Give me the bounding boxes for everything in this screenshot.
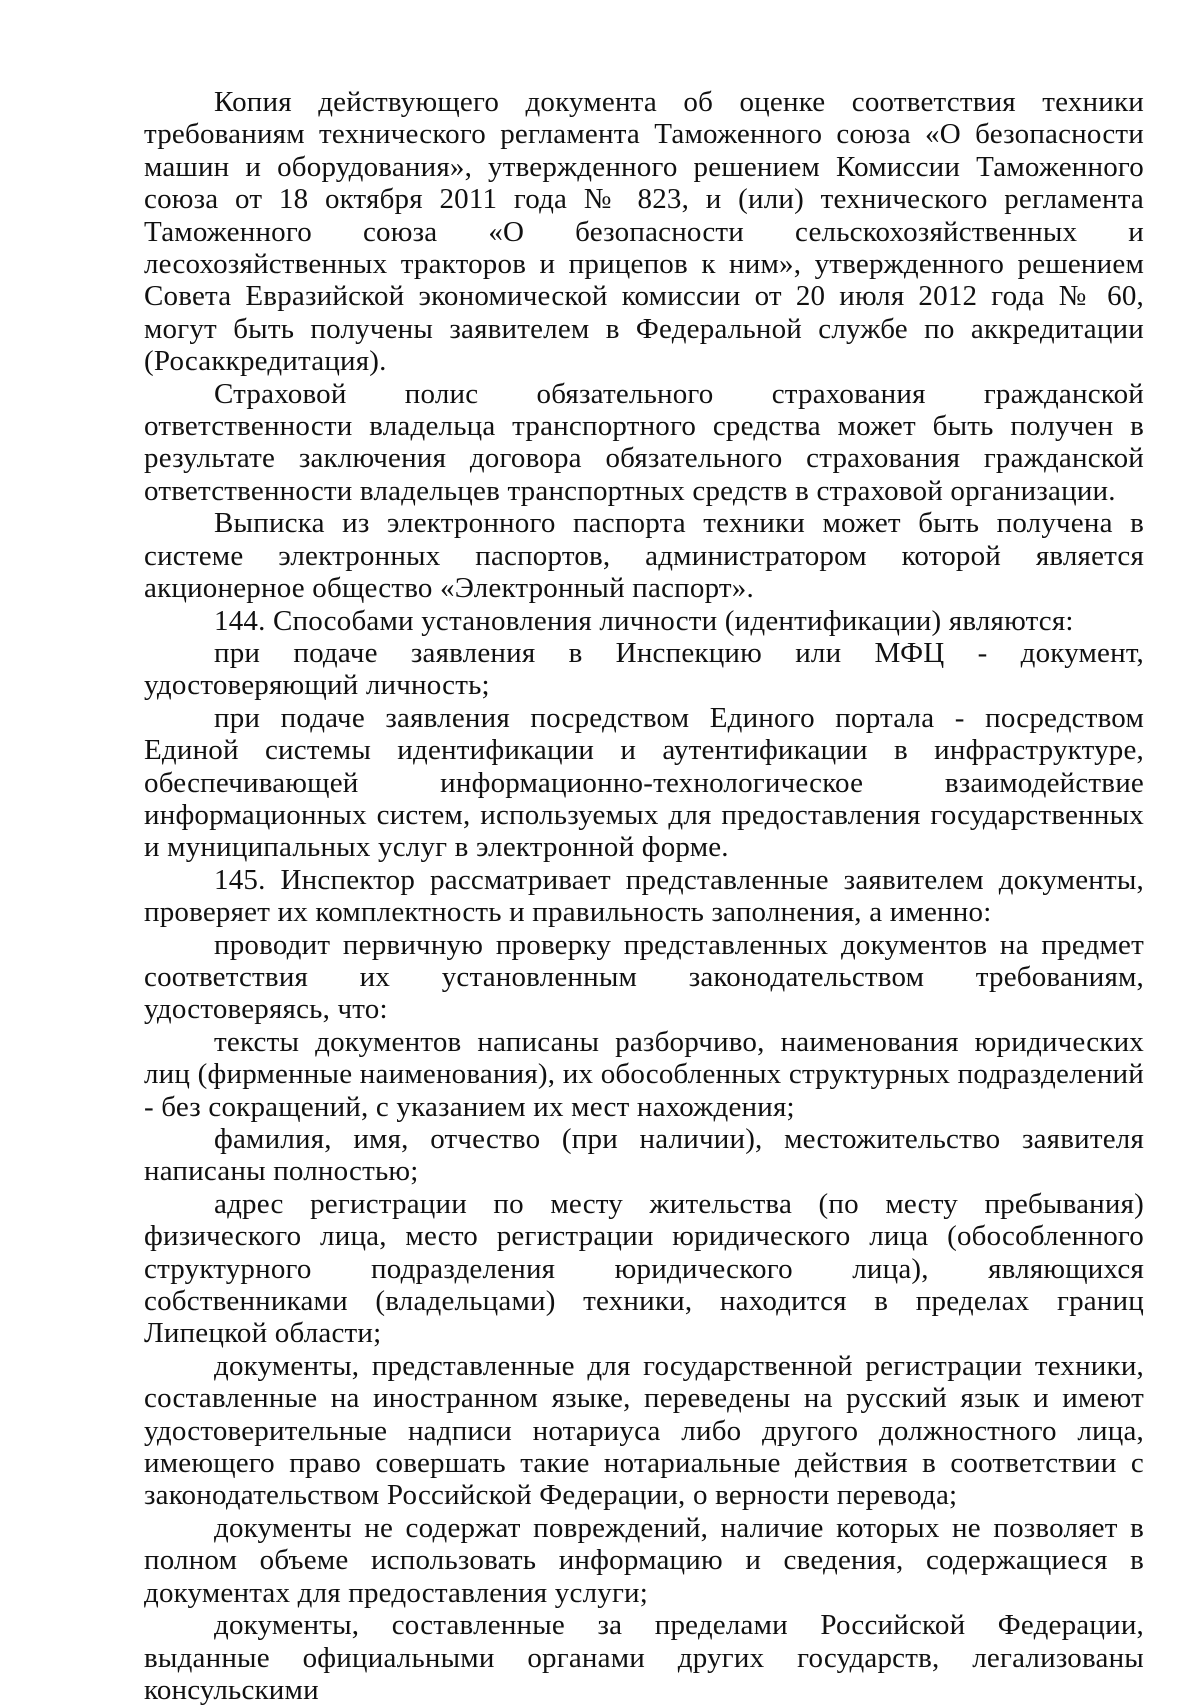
paragraph-legalized-documents: документы, составленные за пределами Российской Федерации, выданные официальными органами других государств, легализованы консульскими: [144, 1609, 1144, 1706]
paragraph-unified-portal: при подаче заявления посредством Единого портала - посредством Единой системы идентификации и аутентификации в инфраструктуре, обеспечивающей информационно-технологическое взаимодействие информационных систем, используемых для предоставления государственных и муниципальных услуг в электронной форме.: [144, 701, 1144, 864]
paragraph-primary-check: проводит первичную проверку представленных документов на предмет соответствия их установленным законодательством требованиям, удостоверяясь, что:: [144, 928, 1144, 1026]
paragraph-145-inspector: 145. Инспектор рассматривает представленные заявителем документы, проверяет их комплектность и правильность заполнения, а именно:: [144, 863, 1144, 929]
paragraph-no-damage: документы не содержат повреждений, наличие которых не позволяет в полном объеме использовать информацию и сведения, содержащиеся в документах для предоставления услуги;: [144, 1511, 1144, 1609]
document-page: [144, 86, 1144, 1706]
paragraph-full-name: фамилия, имя, отчество (при наличии), местожительство заявителя написаны полностью;: [144, 1123, 1144, 1188]
paragraph-foreign-language: документы, представленные для государственной регистрации техники, составленные на иностранном языке, переведены на русский язык и имеют удостоверительные надписи нотариуса либо другого должностного лица, имеющего право совершать такие нотариальные действия в соответствии с законодательством Российской Федерации, о верности перевода;: [144, 1349, 1144, 1512]
paragraph-passport-extract: Выписка из электронного паспорта техники может быть получена в системе электронных паспортов, администратором которой является акционерное общество «Электронный паспорт».: [144, 507, 1144, 605]
paragraph-conformity-copy: Копия действующего документа об оценке соответствия техники требованиям технического регламента Таможенного союза «О безопасности машин и оборудования», утвержденного решением Комиссии Таможенного союза от 18 октября 2011 года № 823, и (или) технического регламента Таможенного союза «О безопасности сельскохозяйственных и лесохозяйственных тракторов и прицепов к ним», утвержденного решением Совета Евразийской экономической комиссии от 20 июля 2012 года № 60, могут быть получены заявителем в Федеральной службе по аккредитации (Росаккредитация).: [144, 86, 1144, 378]
paragraph-insurance-policy: Страховой полис обязательного страхования гражданской ответственности владельца транспортного средства может быть получен в результате заключения договора обязательного страхования гражданской ответственности владельцев транспортных средств в страховой организации.: [144, 377, 1144, 507]
paragraph-inspection-mfc: при подаче заявления в Инспекцию или МФЦ - документ, удостоверяющий личность;: [144, 636, 1144, 702]
paragraph-legible-texts: тексты документов написаны разборчиво, наименования юридических лиц (фирменные наименования), их обособленных структурных подразделений - без сокращений, с указанием их мест нахождения;: [144, 1025, 1144, 1123]
paragraph-registration-address: адрес регистрации по месту жительства (по месту пребывания) физического лица, место регистрации юридического лица (обособленного структурного подразделения юридического лица), являющихся собственниками (владельцами) техники, находится в пределах границ Липецкой области;: [144, 1187, 1144, 1350]
paragraph-144-identification: 144. Способами установления личности (идентификации) являются:: [214, 604, 1074, 637]
